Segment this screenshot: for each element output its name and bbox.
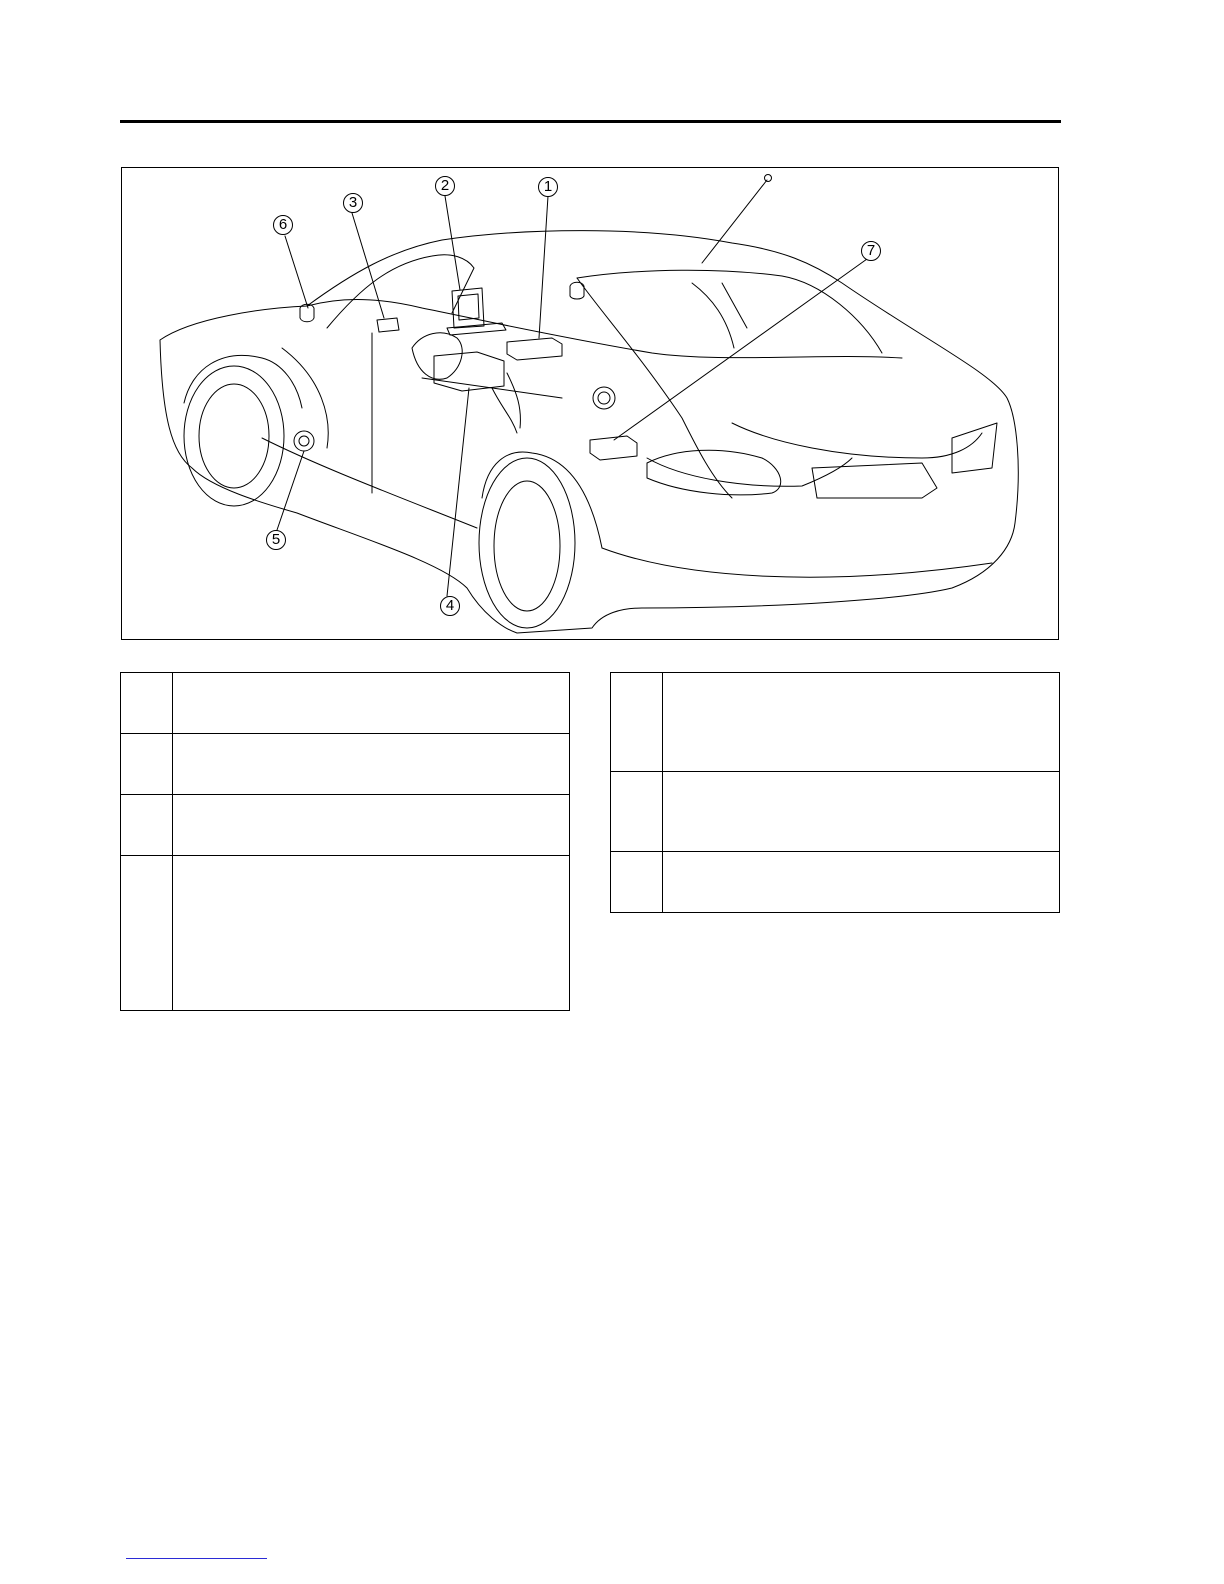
legend-row [611, 852, 1060, 913]
leader-3 [352, 213, 384, 318]
legend-description [663, 852, 1060, 913]
component-location-figure [121, 167, 1059, 640]
leader-2 [445, 196, 460, 290]
legend-description [663, 772, 1060, 852]
leader-6 [285, 236, 308, 308]
legend-row [611, 673, 1060, 772]
component-1 [507, 338, 562, 360]
license-plate-recess [812, 463, 937, 498]
legend-row [121, 673, 570, 734]
speaker-5 [294, 431, 314, 451]
legend-description [663, 673, 1060, 772]
legend-description [173, 734, 570, 795]
callout-4: 4 [440, 596, 460, 616]
rear-window [577, 270, 882, 353]
legend-description [173, 856, 570, 1011]
rear-wheel [479, 458, 575, 628]
legend-description [173, 673, 570, 734]
tail-lamp-right [952, 423, 997, 473]
leader-5 [277, 451, 304, 530]
callout-5: 5 [266, 530, 286, 550]
vehicle-line-drawing [122, 168, 1058, 639]
legend-number [611, 673, 663, 772]
component-2-display [452, 288, 484, 328]
footer-link-underline[interactable] [126, 1558, 267, 1559]
leader-1 [539, 196, 548, 338]
legend-number [121, 856, 173, 1011]
legend-number [611, 772, 663, 852]
legend-description [173, 795, 570, 856]
component-3 [377, 318, 399, 332]
callout-6: 6 [273, 215, 293, 235]
legend-row [121, 734, 570, 795]
antenna [702, 180, 767, 263]
legend-number [121, 673, 173, 734]
car-body-outline [160, 231, 1018, 633]
callout-1: 1 [538, 177, 558, 197]
legend-table-right [610, 672, 1060, 913]
header-rule [120, 120, 1061, 123]
rocker-line [262, 438, 477, 528]
legend-row [611, 772, 1060, 852]
legend-row [121, 856, 570, 1011]
beltline [307, 300, 902, 359]
legend-number [121, 795, 173, 856]
component-7 [590, 436, 637, 460]
legend-number [121, 734, 173, 795]
legend-row [121, 795, 570, 856]
callout-3: 3 [343, 193, 363, 213]
callout-2: 2 [435, 176, 455, 196]
tail-lamp-left [647, 450, 781, 495]
speaker-rear [593, 387, 615, 409]
mirror-6 [300, 304, 314, 322]
trunk-lid [732, 423, 982, 458]
legend-number [611, 852, 663, 913]
leader-7 [614, 259, 867, 440]
callout-7: 7 [861, 241, 881, 261]
leader-4 [447, 388, 469, 596]
legend-table-left [120, 672, 570, 1011]
